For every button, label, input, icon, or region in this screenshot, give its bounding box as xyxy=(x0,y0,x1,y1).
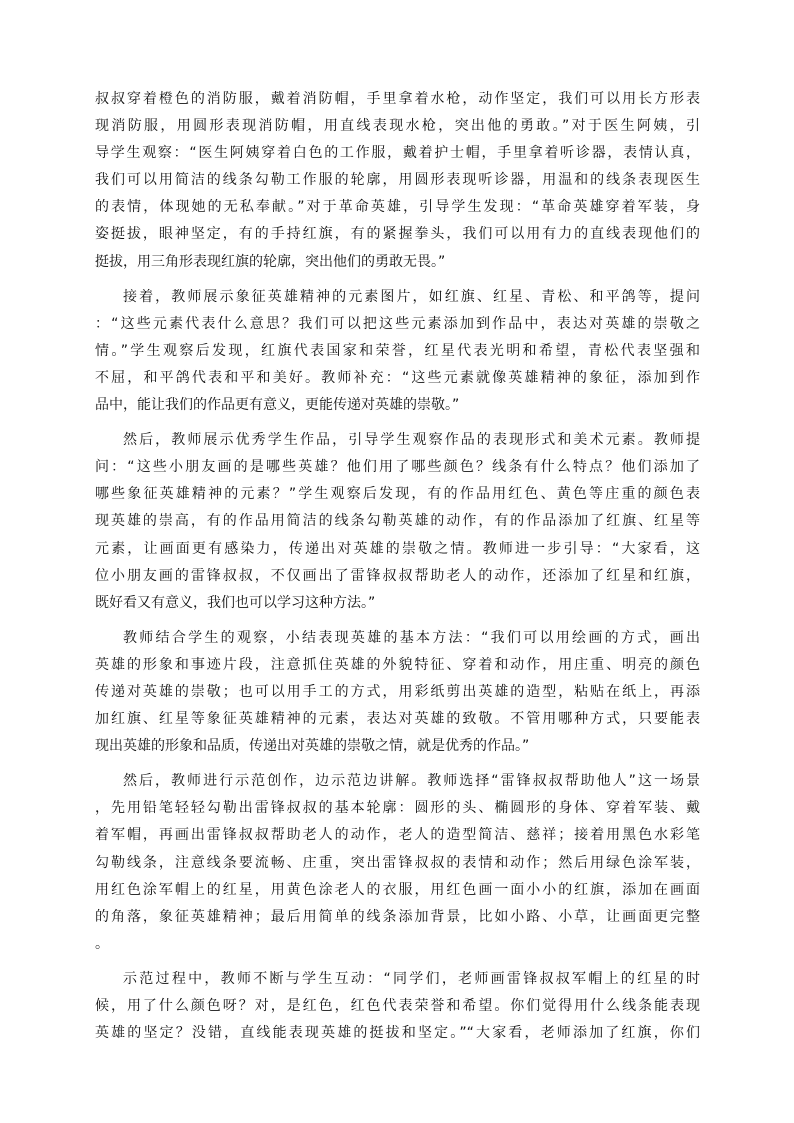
text-line: 示范过程中，教师不断与学生互动：“同学们，老师画雷锋叔叔军帽上的红星的时 xyxy=(123,970,700,987)
paragraph-6 xyxy=(95,966,700,1047)
text-line: 教师结合学生的观察，小结表现英雄的基本方法：“我们可以用绘画的方式，画出 xyxy=(123,629,700,646)
text-line: 的角落，象征英雄精神；最后用简单的线条添加背景，比如小路、小草，让画面更完整 xyxy=(95,908,700,925)
paragraph-4 xyxy=(95,625,700,760)
text-line: 。 xyxy=(95,935,109,952)
text-line: 导学生观察：“医生阿姨穿着白色的工作服，戴着护士帽，手里拿着听诊器，表情认真， xyxy=(95,145,700,162)
text-line: 候，用了什么颜色呀？对，是红色，红色代表荣誉和希望。你们觉得用什么线条能表现 xyxy=(95,998,700,1014)
paragraph-5 xyxy=(95,768,700,958)
text-line: 品中，能让我们的作品更有意义，更能传递对英雄的崇敬。” xyxy=(95,397,460,414)
text-line: 英雄的形象和事迹片段，注意抓住英雄的外貌特征、穿着和动作，用庄重、明亮的颜色 xyxy=(95,656,700,673)
paragraph-gap xyxy=(95,958,700,966)
text-line: 元素，让画面更有感染力，传递出对英雄的崇敬之情。教师进一步引导：“大家看，这 xyxy=(95,540,700,557)
text-line: 勾勒线条，注意线条要流畅、庄重，突出雷锋叔叔的表情和动作；然后用绿色涂军装， xyxy=(95,854,700,871)
text-line: 我们可以用简洁的线条勾勒工作服的轮廓，用圆形表现听诊器，用温和的线条表现医生 xyxy=(95,172,700,189)
paragraph-1 xyxy=(95,86,700,276)
text-line: 哪些象征英雄精神的元素？”学生观察后发现，有的作品用红色、黄色等庄重的颜色表 xyxy=(95,486,700,503)
text-line: 问：“这些小朋友画的是哪些英雄？他们用了哪些颜色？线条有什么特点？他们添加了 xyxy=(95,459,700,476)
text-line: 叔叔穿着橙色的消防服，戴着消防帽，手里拿着水枪，动作坚定，我们可以用长方形表 xyxy=(95,91,700,107)
text-line: 情。”学生观察后发现，红旗代表国家和荣誉，红星代表光明和希望，青松代表坚强和 xyxy=(95,342,700,359)
paragraph-gap xyxy=(95,760,700,768)
text-line: 姿挺拔，眼神坚定，有的手持红旗，有的紧握拳头，我们可以用有力的直线表现他们的 xyxy=(95,226,700,243)
text-line: 现消防服，用圆形表现消防帽，用直线表现水枪，突出他的勇敢。”对于医生阿姨，引 xyxy=(95,118,700,135)
paragraph-gap xyxy=(95,419,700,427)
text-line: 现英雄的崇高，有的作品用简洁的线条勾勒英雄的动作，有的作品添加了红旗、红星等 xyxy=(95,513,700,530)
text-line: 然后，教师展示优秀学生作品，引导学生观察作品的表现形式和美术元素。教师提 xyxy=(123,432,700,449)
text-line: 的表情，体现她的无私奉献。”对于革命英雄，引导学生发现：“革命英雄穿着军装，身 xyxy=(95,199,700,216)
text-line: 位小朋友画的雷锋叔叔，不仅画出了雷锋叔叔帮助老人的动作，还添加了红星和红旗， xyxy=(95,567,700,584)
text-line: ：“这些元素代表什么意思？我们可以把这些元素添加到作品中，表达对英雄的崇敬之 xyxy=(95,315,700,332)
text-line: 加红旗、红星等象征英雄精神的元素，表达对英雄的致敬。不管用哪种方式，只要能表 xyxy=(95,711,700,728)
paragraph-3 xyxy=(95,427,700,617)
text-line: ，先用铅笔轻轻勾勒出雷锋叔叔的基本轮廓：圆形的头、椭圆形的身体、穿着军装、戴 xyxy=(95,800,700,817)
paragraph-2 xyxy=(95,284,700,419)
text-line: 接着，教师展示象征英雄精神的元素图片，如红旗、红星、青松、和平鸽等，提问 xyxy=(123,288,700,305)
text-line: 英雄的坚定？没错，直线能表现英雄的挺拔和坚定。”“大家看，老师添加了红旗，你们 xyxy=(95,1025,700,1042)
paragraph-gap xyxy=(95,276,700,284)
text-line: 既好看又有意义，我们也可以学习这种方法。” xyxy=(95,594,376,611)
text-line: 传递对英雄的崇敬；也可以用手工的方式，用彩纸剪出英雄的造型，粘贴在纸上，再添 xyxy=(95,683,700,700)
text-line: 然后，教师进行示范创作，边示范边讲解。教师选择“雷锋叔叔帮助他人”这一场景 xyxy=(123,773,700,790)
text-line: 现出英雄的形象和品质，传递出对英雄的崇敬之情，就是优秀的作品。” xyxy=(95,738,530,755)
text-line: 挺拔，用三角形表现红旗的轮廓，突出他们的勇敢无畏。” xyxy=(95,253,446,270)
text-line: 不屈，和平鸽代表和平和美好。教师补充：“这些元素就像英雄精神的象征，添加到作 xyxy=(95,369,700,386)
paragraph-gap xyxy=(95,617,700,625)
document-page xyxy=(95,86,700,1047)
text-line: 用红色涂军帽上的红星，用黄色涂老人的衣服，用红色画一面小小的红旗，添加在画面 xyxy=(95,881,700,898)
text-line: 着军帽，再画出雷锋叔叔帮助老人的动作，老人的造型简洁、慈祥；接着用黑色水彩笔 xyxy=(95,827,700,844)
